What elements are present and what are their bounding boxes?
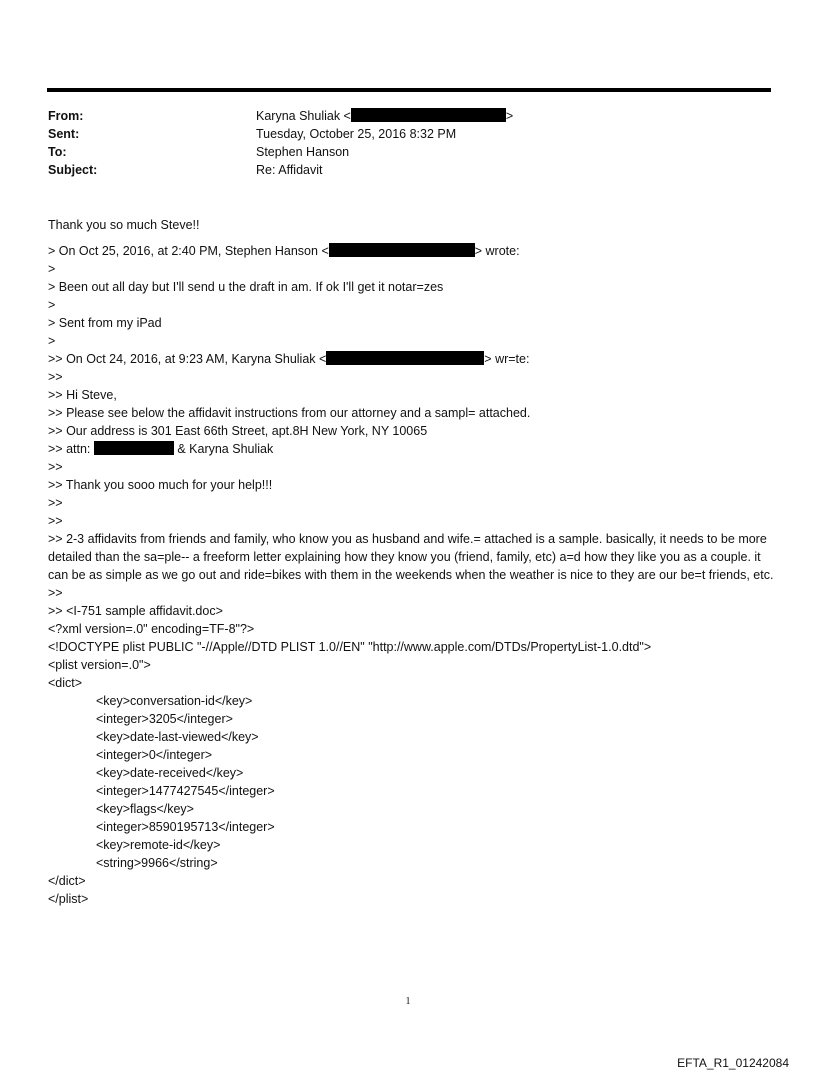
plist-line: <?xml version=.0" encoding=TF-8"?>	[48, 622, 255, 636]
from-label: From:	[48, 109, 84, 123]
body-line: >> Our address is 301 East 66th Street, apt.8H New York, NY 10065	[48, 424, 428, 438]
plist-line: <plist version=.0">	[48, 658, 151, 672]
attachment-line: >> <I-751 sample affidavit.doc>	[48, 604, 223, 618]
quote-intro: >> On Oct 24, 2016, at 9:23 AM, Karyna Shuliak <	[48, 352, 327, 366]
subject-value: Re: Affidavit	[256, 163, 323, 177]
body-line: >	[48, 298, 56, 312]
bates-number: EFTA_R1_01242084	[677, 1056, 789, 1070]
plist-line: <integer>3205</integer>	[96, 712, 233, 726]
page-number: 1	[405, 996, 411, 1007]
header-rule	[47, 88, 771, 92]
quoted-header-line	[48, 242, 776, 260]
redaction-box	[326, 351, 484, 365]
body-line: >>	[48, 514, 63, 528]
body-line: >>	[48, 496, 63, 510]
subject-label: Subject:	[48, 163, 98, 177]
body-line: >>	[48, 586, 63, 600]
email-body	[48, 216, 776, 908]
attn-names: & Karyna Shuliak	[173, 442, 274, 456]
quote-wrote: > wr=te:	[484, 352, 530, 366]
sent-label: Sent:	[48, 127, 80, 141]
plist-line: <key>flags</key>	[96, 802, 194, 816]
to-label: To:	[48, 145, 67, 159]
body-line: >	[48, 334, 56, 348]
plist-line: </dict>	[48, 874, 86, 888]
redaction-box	[351, 108, 506, 122]
attn-label: >> attn:	[48, 442, 94, 456]
plist-line: <string>9966</string>	[96, 856, 218, 870]
from-value	[256, 107, 513, 125]
redaction-box	[329, 243, 475, 257]
sent-value: Tuesday, October 25, 2016 8:32 PM	[256, 127, 457, 141]
body-line: >>	[48, 370, 63, 384]
quote-intro: > On Oct 25, 2016, at 2:40 PM, Stephen Hanson <	[48, 244, 329, 258]
plist-line: <!DOCTYPE plist PUBLIC "-//Apple//DTD PLIST 1.0//EN" "http://www.apple.com/DTDs/PropertyList-1.0.dtd">	[48, 640, 652, 654]
plist-line: </plist>	[48, 892, 89, 906]
body-line: > Sent from my iPad	[48, 316, 162, 330]
from-close: >	[505, 109, 514, 123]
plist-line: <key>remote-id</key>	[96, 838, 221, 852]
plist-line: <key>conversation-id</key>	[96, 694, 253, 708]
plist-line: <key>date-received</key>	[96, 766, 244, 780]
redaction-box	[94, 441, 174, 455]
attn-line	[48, 440, 776, 458]
plist-line: <integer>0</integer>	[96, 748, 213, 762]
plist-line: <key>date-last-viewed</key>	[96, 730, 259, 744]
body-line: >	[48, 262, 56, 276]
body-line: >> Please see below the affidavit instructions from our attorney and a sampl= attached.	[48, 406, 531, 420]
quote-wrote: > wrote:	[474, 244, 520, 258]
body-line: > Been out all day but I'll send u the draft in am. If ok I'll get it notar=zes	[48, 280, 444, 294]
plist-line: <integer>8590195713</integer>	[96, 820, 275, 834]
from-name: Karyna Shuliak <	[256, 109, 351, 123]
body-line: >> Thank you sooo much for your help!!!	[48, 478, 273, 492]
instructions-paragraph: >> 2-3 affidavits from friends and family, who know you as husband and wife.= attached is a sample. basically, it needs to be more detailed than the sa=ple-- a freeform letter explaining how they know you (friend, family, etc) a=d how they like you as a couple. it can be as simple as we go out and ride=bikes with them in the weekends when the weather is nice to they are our be=t friends, etc.	[48, 532, 774, 582]
body-line: >>	[48, 460, 63, 474]
spacer	[48, 234, 776, 242]
to-value: Stephen Hanson	[256, 145, 350, 159]
plist-line: <dict>	[48, 676, 83, 690]
quoted-header-line	[48, 350, 776, 368]
body-line: Thank you so much Steve!!	[48, 218, 200, 232]
plist-line: <integer>1477427545</integer>	[96, 784, 275, 798]
body-line: >> Hi Steve,	[48, 388, 117, 402]
